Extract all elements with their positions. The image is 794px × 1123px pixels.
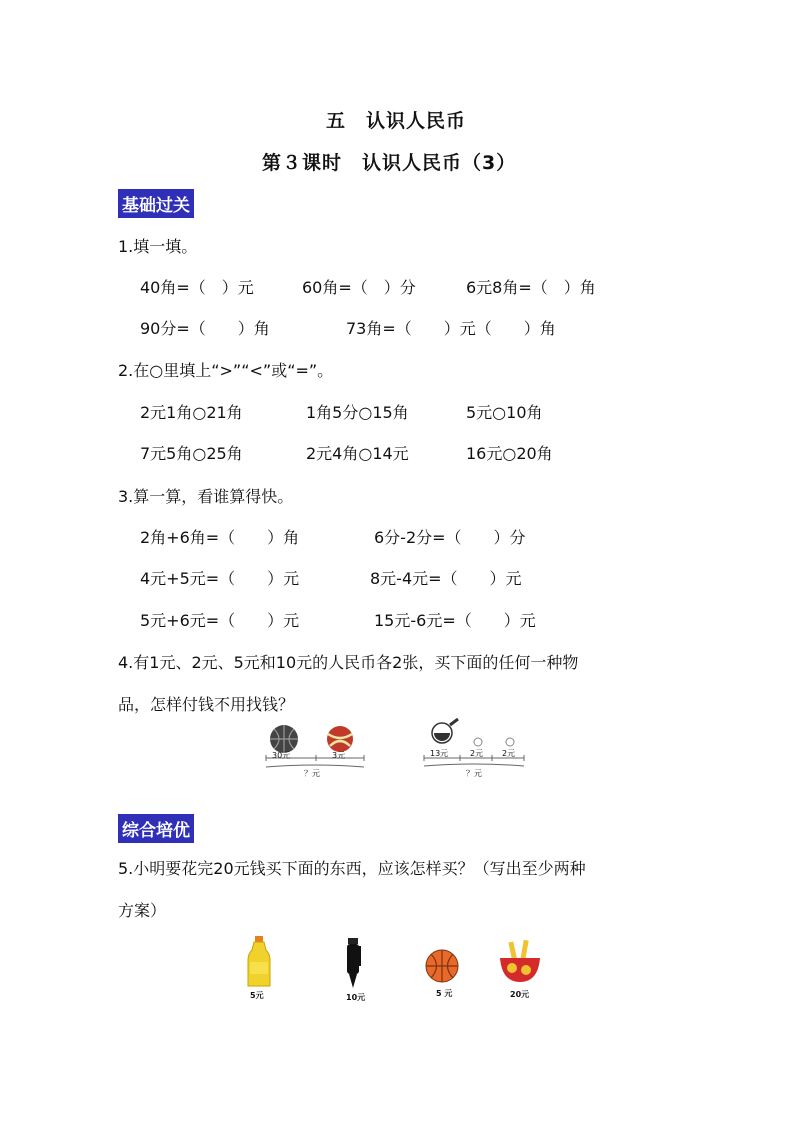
question-5-line2: 方案） <box>118 901 167 920</box>
question-3-prompt: 3.算一算，看谁算得快。 <box>118 487 294 506</box>
q3-item: 6分-2分=（ ）分 <box>374 528 526 547</box>
price-label: 2元 <box>502 749 516 758</box>
q2-item: 2元4角○14元 <box>306 444 409 463</box>
q1-item: 60角=（ ）分 <box>302 278 416 297</box>
q4-figure-pingpong <box>420 718 530 780</box>
price-label: 2元 <box>470 749 484 758</box>
price-label: 3元 <box>332 751 346 760</box>
q1-item: 6元8角=（ ）角 <box>466 278 596 297</box>
price-label: 20元 <box>510 990 530 999</box>
q3-item: 5元+6元=（ ）元 <box>140 611 300 630</box>
q3-item: 15元-6元=（ ）元 <box>374 611 536 630</box>
section-badge-advanced: 综合培优 <box>118 814 194 843</box>
ball-icon <box>506 738 514 746</box>
q3-item: 8元-4元=（ ）元 <box>370 569 522 588</box>
item-basketball <box>424 948 464 1002</box>
q3-item: 2角+6角=（ ）角 <box>140 528 300 547</box>
price-label: 5元 <box>250 991 264 1000</box>
item-fries <box>498 940 542 1002</box>
q2-item: 2元1角○21角 <box>140 403 243 422</box>
q1-item: 40角=（ ）元 <box>140 278 254 297</box>
total-label: ？元 <box>304 769 320 778</box>
q3-item: 4元+5元=（ ）元 <box>140 569 300 588</box>
price-label: 13元 <box>430 749 449 758</box>
question-4-line1: 4.有1元、2元、5元和10元的人民币各2张，买下面的任何一种物 <box>118 653 579 672</box>
unit-title: 五 认识人民币 <box>326 110 467 132</box>
price-label: 30元 <box>272 751 291 760</box>
price-label: 5 元 <box>436 989 453 998</box>
item-pen <box>338 938 372 1002</box>
question-1-prompt: 1.填一填。 <box>118 237 198 256</box>
question-4-line2: 品，怎样付钱不用找钱？ <box>118 695 295 714</box>
q4-figure-balls <box>260 722 370 782</box>
total-label: ？元 <box>466 769 482 778</box>
ball-icon <box>474 738 482 746</box>
q2-item: 5元○10角 <box>466 403 543 422</box>
q2-item: 1角5分○15角 <box>306 403 409 422</box>
question-5-line1: 5.小明要花完20元钱买下面的东西，应该怎样买？（写出至少两种 <box>118 859 586 878</box>
q1-item: 73角=（ ）元（ ）角 <box>346 319 556 338</box>
lesson-title: 第３课时 认识人民币（3） <box>262 152 517 174</box>
q1-item: 90分=（ ）角 <box>140 319 270 338</box>
q2-item: 7元5角○25角 <box>140 444 243 463</box>
q2-item: 16元○20角 <box>466 444 553 463</box>
section-badge-basic: 基础过关 <box>118 189 194 218</box>
question-2-prompt: 2.在○里填上“>”“<”或“=”。 <box>118 361 334 380</box>
price-label: 10元 <box>346 993 366 1002</box>
item-bottle <box>244 936 274 1000</box>
